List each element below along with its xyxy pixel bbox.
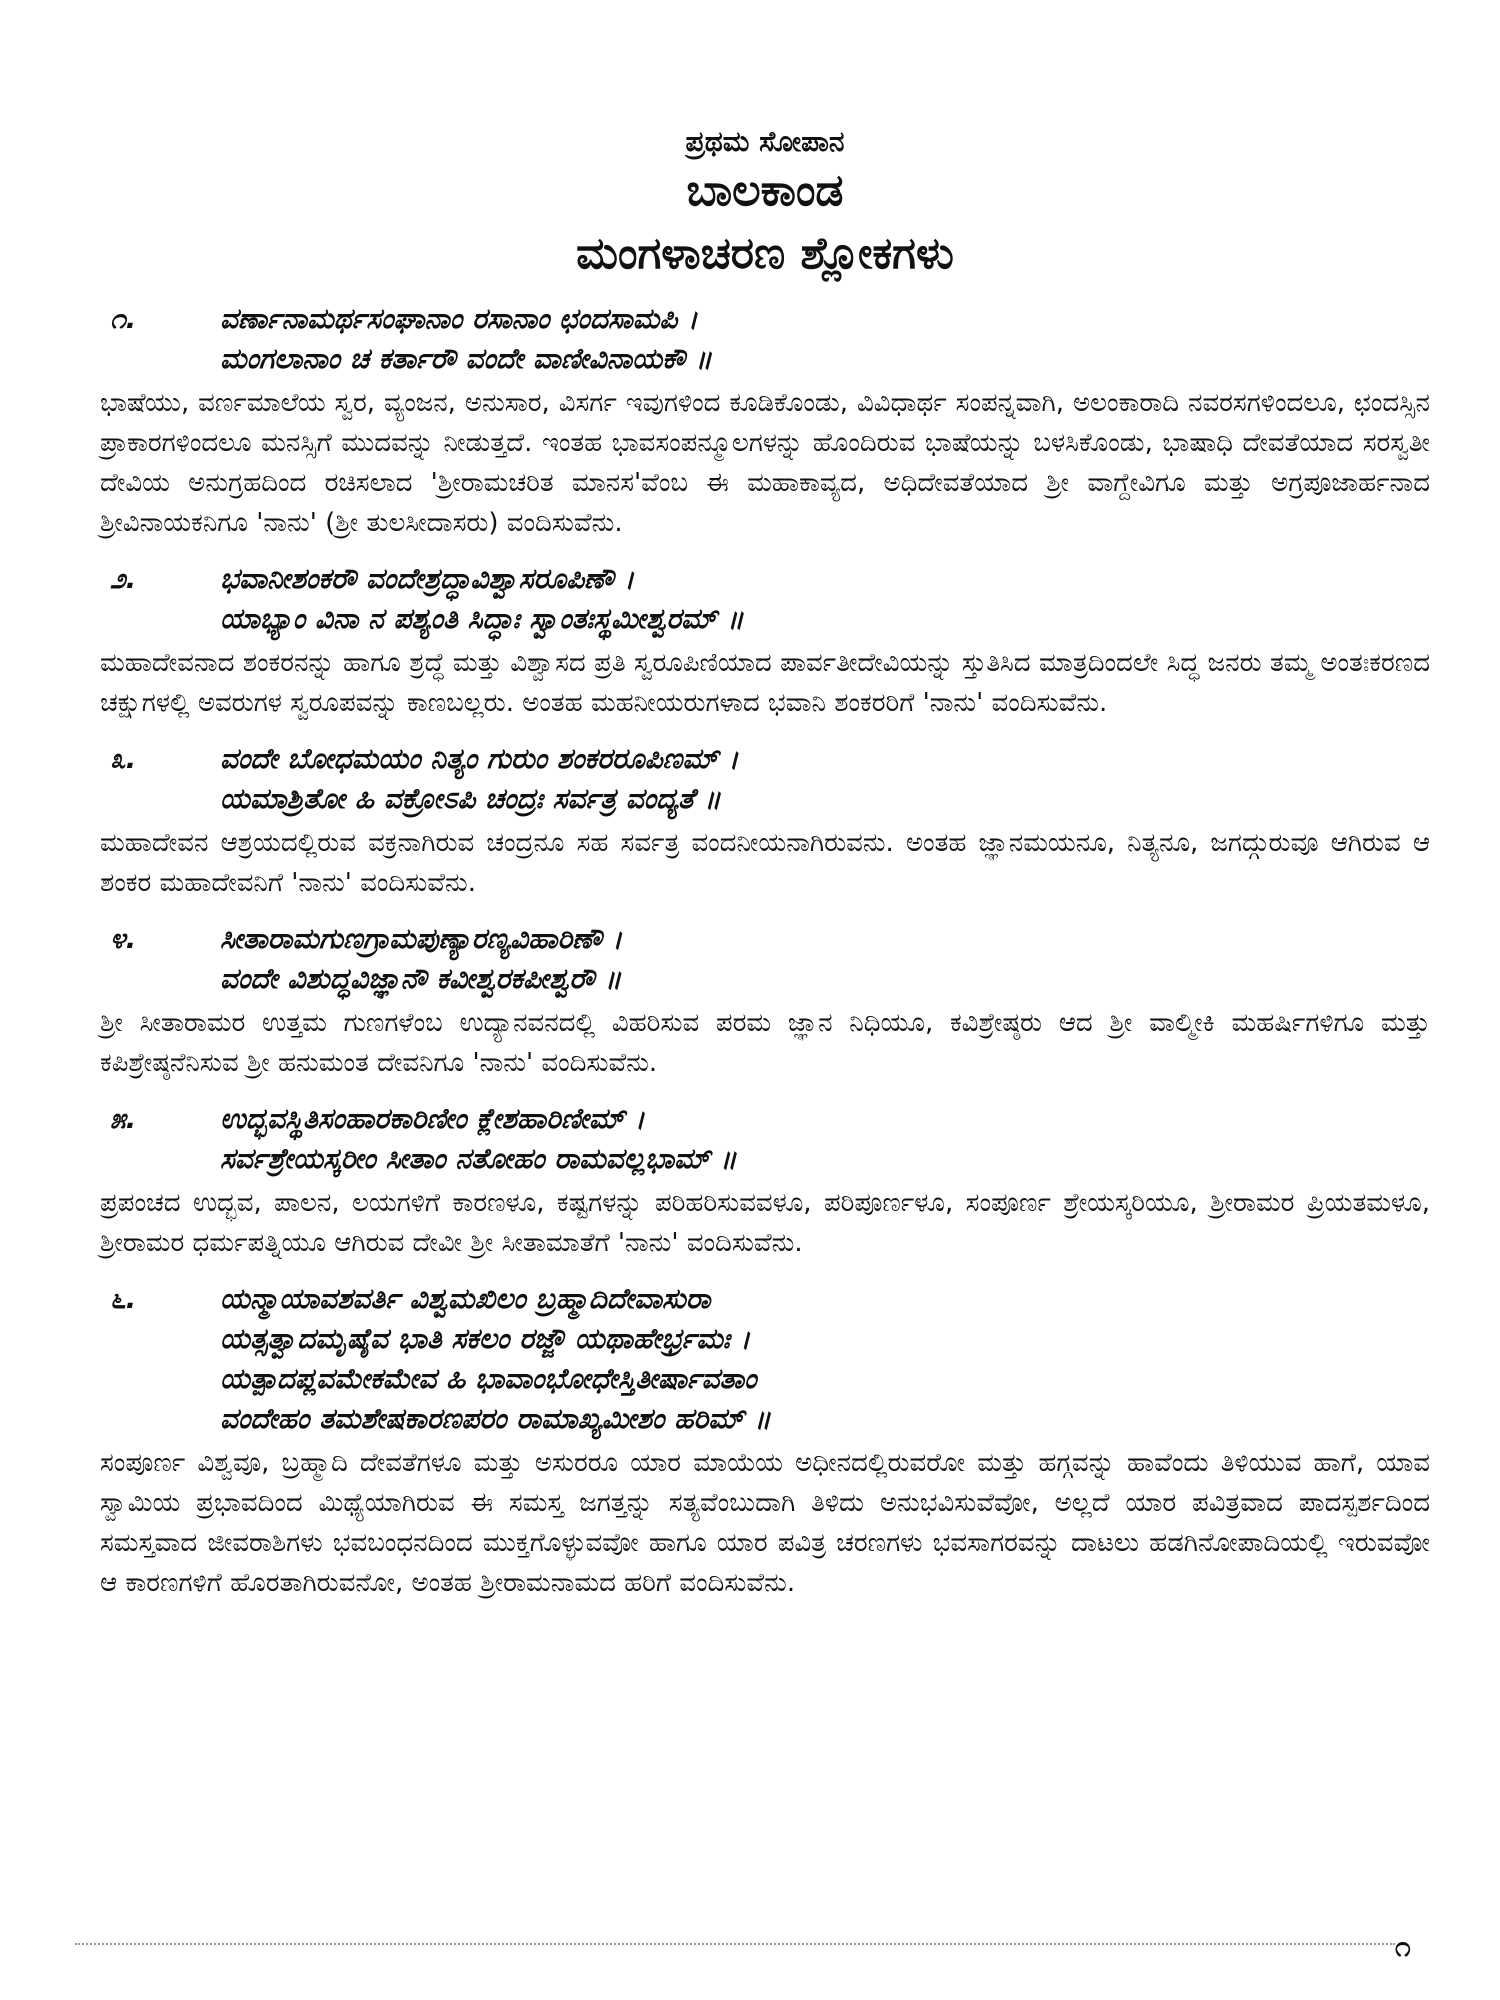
verse-line: ಯತ್ಸತ್ವಾದಮೃಷೈವ ಭಾತಿ ಸಕಲಂ ರಜ್ಜೌ ಯಥಾಹೇರ್ಭ್ರಮಃ । <box>220 1322 751 1355</box>
verse-line: ಯತ್ಪಾದಪ್ಲವಮೇಕಮೇವ ಹಿ ಭಾವಾಂಭೋಧೇಸ್ತಿತೀರ್ಷಾವತಾಂ <box>220 1362 757 1395</box>
verse-number: ೬. <box>110 1282 137 1315</box>
verse-meaning: ಸಂಪೂರ್ಣ ವಿಶ್ವವೂ, ಬ್ರಹ್ಮಾದಿ ದೇವತೆಗಳೂ ಮತ್ತು ಅಸುರರೂ ಯಾರ ಮಾಯೆಯ ಅಧೀನದಲ್ಲಿರುವರೋ ಮತ್ತು ಹಗ್ಗವನ್ನು ಹಾವೆಂದು ತಿಳಿಯುವ ಹಾಗೆ, ಯಾವ ಸ್ವಾಮಿಯ ಪ್ರಭಾವದಿಂದ ಮಿಥ್ಯೆಯಾಗಿರುವ ಈ ಸಮಸ್ತ ಜಗತ್ತನ್ನು ಸತ್ಯವೆಂಬುದಾಗಿ ತಿಳಿದು ಅನುಭವಿಸುವೆವೋ, ಅಲ್ಲದೆ ಯಾರ ಪವಿತ್ರವಾದ ಪಾದಸ್ಪರ್ಶದಿಂದ ಸಮಸ್ತವಾದ ಜೀವರಾಶಿಗಳು ಭವಬಂಧನದಿಂದ ಮುಕ್ತಗೊಳ್ಳುವವೋ ಹಾಗೂ ಯಾರ ಪವಿತ್ರ ಚರಣಗಳು ಭವಸಾಗರವನ್ನು ದಾಟಲು ಹಡಗಿನೋಪಾದಿಯಲ್ಲಿ ಇರುವವೋ ಆ ಕಾರಣಗಳಿಗೆ ಹೊರತಾಗಿರುವನೋ, ಅಂತಹ ಶ್ರೀರಾಮನಾಮದ ಹರಿಗೆ ವಂದಿಸುವೆನು. <box>100 1448 1430 1598</box>
verse-line: ವಂದೇ ಬೋಧಮಯಂ ನಿತ್ಯಂ ಗುರುಂ ಶಂಕರರೂಪಿಣಮ್ । <box>220 742 739 775</box>
verse-block <box>100 739 1430 819</box>
verse-lines <box>220 299 1430 379</box>
verse-number: ೩. <box>110 742 137 775</box>
verse-number: ೪. <box>110 922 137 955</box>
verse-block <box>100 559 1430 639</box>
verse-meaning: ಭಾಷೆಯು, ವರ್ಣಮಾಲೆಯ ಸ್ವರ, ವ್ಯಂಜನ, ಅನುಸಾರ, ವಿಸರ್ಗ ಇವುಗಳಿಂದ ಕೂಡಿಕೊಂಡು, ವಿವಿಧಾರ್ಥ ಸಂಪನ್ನವಾಗಿ, ಅಲಂಕಾರಾದಿ ನವರಸಗಳಿಂದಲೂ, ಛಂದಸ್ಸಿನ ಪ್ರಾಕಾರಗಳಿಂದಲೂ ಮನಸ್ಸಿಗೆ ಮುದವನ್ನು ನೀಡುತ್ತದೆ. ಇಂತಹ ಭಾವಸಂಪನ್ಮೂಲಗಳನ್ನು ಹೊಂದಿರುವ ಭಾಷೆಯನ್ನು ಬಳಸಿಕೊಂಡು, ಭಾಷಾಧಿ ದೇವತೆಯಾದ ಸರಸ್ವತೀ ದೇವಿಯ ಅನುಗ್ರಹದಿಂದ ರಚಿಸಲಾದ 'ಶ್ರೀರಾಮಚರಿತ ಮಾನಸ'ವೆಂಬ ಈ ಮಹಾಕಾವ್ಯದ, ಅಧಿದೇವತೆಯಾದ ಶ್ರೀ ವಾಗ್ದೇವಿಗೂ ಮತ್ತು ಅಗ್ರಪೂಜಾರ್ಹನಾದ ಶ್ರೀವಿನಾಯಕನಿಗೂ 'ನಾನು' (ಶ್ರೀ ತುಲಸೀದಾಸರು) ವಂದಿಸುವೆನು. <box>100 388 1430 538</box>
verse-meaning: ಪ್ರಪಂಚದ ಉದ್ಭವ, ಪಾಲನ, ಲಯಗಳಿಗೆ ಕಾರಣಳೂ, ಕಷ್ಟಗಳನ್ನು ಪರಿಹರಿಸುವವಳೂ, ಪರಿಪೂರ್ಣಳೂ, ಸಂಪೂರ್ಣ ಶ್ರೇಯಸ್ಕರಿಯೂ, ಶ್ರೀರಾಮರ ಪ್ರಿಯತಮಳೂ, ಶ್ರೀರಾಮರ ಧರ್ಮಪತ್ನಿಯೂ ಆಗಿರುವ ದೇವೀ ಶ್ರೀ ಸೀತಾಮಾತೆಗೆ 'ನಾನು' ವಂದಿಸುವೆನು. <box>100 1188 1430 1258</box>
verse-number: ೧. <box>110 302 137 335</box>
shloka-3 <box>100 739 1430 903</box>
verse-block <box>100 299 1430 379</box>
verse-lines <box>220 919 1430 999</box>
shloka-6 <box>100 1279 1430 1603</box>
verse-line: ವಂದೇಹಂ ತಮಶೇಷಕಾರಣಪರಂ ರಾಮಾಖ್ಯಮೀಶಂ ಹರಿಮ್ ॥ <box>220 1402 771 1435</box>
page-content <box>100 125 1430 1603</box>
shloka-4 <box>100 919 1430 1083</box>
verse-line: ಭವಾನೀಶಂಕರೌ ವಂದೇಶ್ರದ್ಧಾವಿಶ್ವಾಸರೂಪಿಣೌ । <box>220 562 635 595</box>
verse-line: ವರ್ಣಾನಾಮರ್ಥಸಂಘಾನಾಂ ರಸಾನಾಂ ಛಂದಸಾಮಪಿ । <box>220 302 698 335</box>
verse-line: ಯಾಭ್ಯಾಂ ವಿನಾ ನ ಪಶ್ಯಂತಿ ಸಿದ್ಧಾಃ ಸ್ವಾಂತಃಸ್ಥಮೀಶ್ವರಮ್ ॥ <box>220 602 744 635</box>
shloka-5 <box>100 1099 1430 1263</box>
verse-meaning: ಮಹಾದೇವನ ಆಶ್ರಯದಲ್ಲಿರುವ ವಕ್ರನಾಗಿರುವ ಚಂದ್ರನೂ ಸಹ ಸರ್ವತ್ರ ವಂದನೀಯನಾಗಿರುವನು. ಅಂತಹ ಜ್ಞಾನಮಯನೂ, ನಿತ್ಯನೂ, ಜಗದ್ಗುರುವೂ ಆಗಿರುವ ಆ ಶಂಕರ ಮಹಾದೇವನಿಗೆ 'ನಾನು' ವಂದಿಸುವೆನು. <box>100 828 1430 898</box>
footer-divider <box>75 1943 1395 1945</box>
verse-block <box>100 919 1430 999</box>
verse-meaning: ಮಹಾದೇವನಾದ ಶಂಕರನನ್ನು ಹಾಗೂ ಶ್ರದ್ಧೆ ಮತ್ತು ವಿಶ್ವಾಸದ ಪ್ರತಿ ಸ್ವರೂಪಿಣಿಯಾದ ಪಾರ್ವತೀದೇವಿಯನ್ನು ಸ್ತುತಿಸಿದ ಮಾತ್ರದಿಂದಲೇ ಸಿದ್ಧ ಜನರು ತಮ್ಮ ಅಂತಃಕರಣದ ಚಕ್ಷುಗಳಲ್ಲಿ ಅವರುಗಳ ಸ್ವರೂಪವನ್ನು ಕಾಣಬಲ್ಲರು. ಅಂತಹ ಮಹನೀಯರುಗಳಾದ ಭವಾನಿ ಶಂಕರರಿಗೆ 'ನಾನು' ವಂದಿಸುವೆನು. <box>100 648 1430 718</box>
verse-lines <box>220 1099 1430 1179</box>
section-subtitle: ಪ್ರಥಮ ಸೋಪಾನ <box>685 125 845 158</box>
verse-line: ವಂದೇ ವಿಶುದ್ಧವಿಜ್ಞಾನೌ ಕವೀಶ್ವರಕಪೀಶ್ವರೌ ॥ <box>220 962 622 995</box>
verse-lines <box>220 1279 1430 1439</box>
verse-line: ಯನ್ಮಾಯಾವಶವರ್ತಿ ವಿಶ್ವಮಖಿಲಂ ಬ್ರಹ್ಮಾದಿದೇವಾಸುರಾ <box>220 1282 711 1315</box>
verse-block <box>100 1279 1430 1439</box>
verse-lines <box>220 739 1430 819</box>
page-header <box>100 125 1430 279</box>
verse-line: ಉದ್ಭವಸ್ಥಿತಿಸಂಹಾರಕಾರಿಣೀಂ ಕ್ಲೇಶಹಾರಿಣೀಮ್ । <box>220 1102 645 1135</box>
verse-line: ಸೀತಾರಾಮಗುಣಗ್ರಾಮಪುಣ್ಯಾರಣ್ಯವಿಹಾರಿಣೌ । <box>220 922 623 955</box>
shloka-1 <box>100 299 1430 543</box>
verse-block <box>100 1099 1430 1179</box>
verse-lines <box>220 559 1430 639</box>
verse-line: ಮಂಗಲಾನಾಂ ಚ ಕರ್ತಾರೌ ವಂದೇ ವಾಣೀವಿನಾಯಕೌ ॥ <box>220 342 712 375</box>
verse-number: ೨. <box>110 562 137 595</box>
verse-meaning: ಶ್ರೀ ಸೀತಾರಾಮರ ಉತ್ತಮ ಗುಣಗಳೆಂಬ ಉದ್ಯಾನವನದಲ್ಲಿ ವಿಹರಿಸುವ ಪರಮ ಜ್ಞಾನ ನಿಧಿಯೂ, ಕವಿಶ್ರೇಷ್ಠರು ಆದ ಶ್ರೀ ವಾಲ್ಮೀಕಿ ಮಹರ್ಷಿಗಳಿಗೂ ಮತ್ತು ಕಪಿಶ್ರೇಷ್ಠನೆನಿಸುವ ಶ್ರೀ ಹನುಮಂತ ದೇವನಿಗೂ 'ನಾನು' ವಂದಿಸುವೆನು. <box>100 1008 1430 1078</box>
section-heading: ಮಂಗಳಾಚರಣ ಶ್ಲೋಕಗಳು <box>576 228 954 279</box>
page-number: ೧ <box>1395 1930 1411 1963</box>
verse-number: ೫. <box>110 1102 137 1135</box>
shloka-2 <box>100 559 1430 723</box>
verse-line: ಸರ್ವಶ್ರೇಯಸ್ಕರೀಂ ಸೀತಾಂ ನತೋಹಂ ರಾಮವಲ್ಲಭಾಮ್ ॥ <box>220 1142 737 1175</box>
verse-line: ಯಮಾಶ್ರಿತೋ ಹಿ ವಕ್ರೋಽಪಿ ಚಂದ್ರಃ ಸರ್ವತ್ರ ವಂದ್ಯತೆ ॥ <box>220 782 721 815</box>
page-title: ಬಾಲಕಾಂಡ <box>686 165 844 216</box>
